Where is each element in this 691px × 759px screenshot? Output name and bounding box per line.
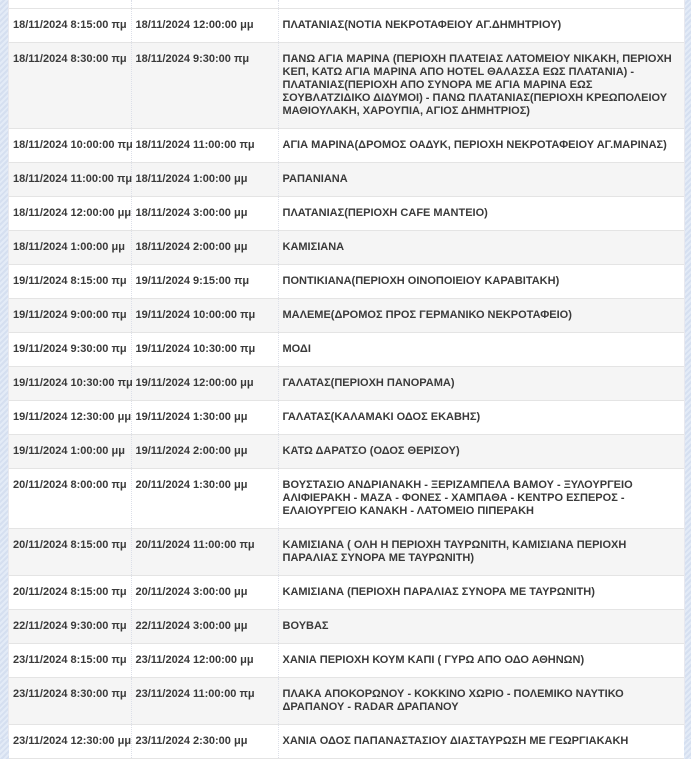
- start-time-cell: 23/11/2024 12:30:00 μμ: [9, 725, 131, 759]
- start-time-cell: 19/11/2024 9:30:00 πμ: [9, 333, 131, 367]
- start-time-cell: 19/11/2024 8:15:00 πμ: [9, 265, 131, 299]
- table-row: [9, 529, 684, 576]
- end-time-cell: 18/11/2024 11:00:00 πμ: [131, 129, 278, 163]
- start-time-cell: 18/11/2024 8:15:00 πμ: [9, 9, 131, 43]
- end-time-cell: 18/11/2024 2:00:00 μμ: [131, 231, 278, 265]
- location-cell: ΠΟΝΤΙΚΙΑΝΑ(ΠΕΡΙΟΧΗ ΟΙΝΟΠΟΙΕΙΟΥ ΚΑΡΑΒΙΤΑΚΗ): [278, 265, 684, 299]
- table-row: [9, 163, 684, 197]
- end-time-cell: 19/11/2024 9:15:00 πμ: [131, 265, 278, 299]
- start-time-cell: 18/11/2024 11:00:00 πμ: [9, 163, 131, 197]
- table-row: [9, 401, 684, 435]
- start-time-cell: 19/11/2024 10:30:00 πμ: [9, 367, 131, 401]
- start-time-cell: 20/11/2024 8:15:00 πμ: [9, 576, 131, 610]
- end-time-cell: 20/11/2024 3:00:00 μμ: [131, 576, 278, 610]
- location-cell: ΚΑΜΙΣΙΑΝΑ (ΠΕΡΙΟΧΗ ΠΑΡΑΛΙΑΣ ΣΥΝΟΡΑ ΜΕ ΤΑΥΡΩΝΙΤΗ): [278, 576, 684, 610]
- end-time-cell: [131, 0, 278, 9]
- table-row: [9, 725, 684, 759]
- outage-table-container: [8, 0, 685, 747]
- table-row: [9, 9, 684, 43]
- location-cell: ΠΛΑΚΑ ΑΠΟΚΟΡΩΝΟΥ - ΚΟΚΚΙΝΟ ΧΩΡΙΟ - ΠΟΛΕΜΙΚΟ ΝΑΥΤΙΚΟ ΔΡΑΠΑΝΟΥ - RADAR ΔΡΑΠΑΝΟΥ: [278, 678, 684, 725]
- start-time-cell: 18/11/2024 1:00:00 μμ: [9, 231, 131, 265]
- end-time-cell: 20/11/2024 1:30:00 μμ: [131, 469, 278, 529]
- table-row: [9, 299, 684, 333]
- end-time-cell: 19/11/2024 2:00:00 μμ: [131, 435, 278, 469]
- end-time-cell: 23/11/2024 2:30:00 μμ: [131, 725, 278, 759]
- end-time-cell: 23/11/2024 11:00:00 πμ: [131, 678, 278, 725]
- location-cell: ΠΛΑΤΑΝΙΑΣ(ΝΟΤΙΑ ΝΕΚΡΟΤΑΦΕΙΟΥ ΑΓ.ΔΗΜΗΤΡΙΟΥ): [278, 9, 684, 43]
- start-time-cell: 19/11/2024 1:00:00 μμ: [9, 435, 131, 469]
- location-cell: ΑΓΙΑ ΜΑΡΙΝΑ(ΔΡΟΜΟΣ ΟΑΔΥΚ, ΠΕΡΙΟΧΗ ΝΕΚΡΟΤΑΦΕΙΟΥ ΑΓ.ΜΑΡΙΝΑΣ): [278, 129, 684, 163]
- end-time-cell: 20/11/2024 11:00:00 πμ: [131, 529, 278, 576]
- location-cell: ΧΑΝΙΑ ΠΕΡΙΟΧΗ ΚΟΥΜ ΚΑΠΙ ( ΓΥΡΩ ΑΠΟ ΟΔΟ ΑΘΗΝΩΝ): [278, 644, 684, 678]
- location-cell: ΠΛΑΤΑΝΙΑΣ(ΠΕΡΙΟΧΗ CAFE ΜΑΝΤΕΙΟ): [278, 197, 684, 231]
- location-cell: ΡΑΠΑΝΙΑΝΑ: [278, 163, 684, 197]
- partial-row-cut-at-top: [9, 0, 684, 9]
- location-cell: ΓΑΛΑΤΑΣ(ΠΕΡΙΟΧΗ ΠΑΝΟΡΑΜΑ): [278, 367, 684, 401]
- start-time-cell: 20/11/2024 8:00:00 πμ: [9, 469, 131, 529]
- location-cell: ΒΟΥΒΑΣ: [278, 610, 684, 644]
- table-row: [9, 333, 684, 367]
- location-cell: ΒΟΥΣΤΑΣΙΟ ΑΝΔΡΙΑΝΑΚΗ - ΞΕΡΙΖΑΜΠΕΛΑ ΒΑΜΟΥ - ΞΥΛΟΥΡΓΕΙΟ ΑΛΙΦΙΕΡΑΚΗ - ΜΑΖΑ - ΦΟΝΕΣ - ΧΑΜΠΑΘΑ - ΚΕΝΤΡΟ ΕΣΠΕΡΟΣ - ΕΛΑΙΟΥΡΓΕΙΟ ΚΑΝΑΚΗ - ΛΑΤΟΜΕΙΟ ΠΙΠΕΡΑΚΗ: [278, 469, 684, 529]
- table-row: [9, 231, 684, 265]
- table-row: [9, 610, 684, 644]
- table-row: [9, 265, 684, 299]
- start-time-cell: 18/11/2024 10:00:00 πμ: [9, 129, 131, 163]
- start-time-cell: 19/11/2024 9:00:00 πμ: [9, 299, 131, 333]
- start-time-cell: 22/11/2024 9:30:00 πμ: [9, 610, 131, 644]
- end-time-cell: 19/11/2024 1:30:00 μμ: [131, 401, 278, 435]
- end-time-cell: 23/11/2024 12:00:00 μμ: [131, 644, 278, 678]
- table-row: [9, 43, 684, 129]
- table-row: [9, 576, 684, 610]
- table-row: [9, 469, 684, 529]
- location-cell: ΧΑΝΙΑ ΟΔΟΣ ΠΑΠΑΝΑΣΤΑΣΙΟΥ ΔΙΑΣΤΑΥΡΩΣΗ ΜΕ ΓΕΩΡΓΙΑΚΑΚΗ: [278, 725, 684, 759]
- table-row: [9, 197, 684, 231]
- end-time-cell: 18/11/2024 3:00:00 μμ: [131, 197, 278, 231]
- end-time-cell: 18/11/2024 9:30:00 πμ: [131, 43, 278, 129]
- location-cell: ΚΑΤΩ ΔΑΡΑΤΣΟ (ΟΔΟΣ ΘΕΡΙΣΟΥ): [278, 435, 684, 469]
- end-time-cell: 18/11/2024 12:00:00 μμ: [131, 9, 278, 43]
- end-time-cell: 18/11/2024 1:00:00 μμ: [131, 163, 278, 197]
- table-row: [9, 367, 684, 401]
- outage-table-body: [9, 0, 684, 759]
- start-time-cell: [9, 0, 131, 9]
- table-row: [9, 435, 684, 469]
- end-time-cell: 19/11/2024 12:00:00 μμ: [131, 367, 278, 401]
- location-cell: ΜΟΔΙ: [278, 333, 684, 367]
- location-cell: ΓΑΛΑΤΑΣ(ΚΑΛΑΜΑΚΙ ΟΔΟΣ ΕΚΑΒΗΣ): [278, 401, 684, 435]
- location-cell: ΚΑΜΙΣΙΑΝΑ ( ΟΛΗ Η ΠΕΡΙΟΧΗ ΤΑΥΡΩΝΙΤΗ, ΚΑΜΙΣΙΑΝΑ ΠΕΡΙΟΧΗ ΠΑΡΑΛΙΑΣ ΣΥΝΟΡΑ ΜΕ ΤΑΥΡΩΝΙΤΗ): [278, 529, 684, 576]
- start-time-cell: 20/11/2024 8:15:00 πμ: [9, 529, 131, 576]
- outage-table: [9, 0, 684, 759]
- end-time-cell: 19/11/2024 10:00:00 πμ: [131, 299, 278, 333]
- location-cell: ΚΑΜΙΣΙΑΝΑ: [278, 231, 684, 265]
- location-cell: ΜΑΛΕΜΕ(ΔΡΟΜΟΣ ΠΡΟΣ ΓΕΡΜΑΝΙΚΟ ΝΕΚΡΟΤΑΦΕΙΟ): [278, 299, 684, 333]
- start-time-cell: 18/11/2024 12:00:00 μμ: [9, 197, 131, 231]
- end-time-cell: 22/11/2024 3:00:00 μμ: [131, 610, 278, 644]
- start-time-cell: 23/11/2024 8:15:00 πμ: [9, 644, 131, 678]
- table-row: [9, 678, 684, 725]
- end-time-cell: 19/11/2024 10:30:00 πμ: [131, 333, 278, 367]
- location-cell: [278, 0, 684, 9]
- location-cell: ΠΑΝΩ ΑΓΙΑ ΜΑΡΙΝΑ (ΠΕΡΙΟΧΗ ΠΛΑΤΕΙΑΣ ΛΑΤΟΜΕΙΟΥ ΝΙΚΑΚΗ, ΠΕΡΙΟΧΗ ΚΕΠ, ΚΑΤΩ ΑΓΙΑ ΜΑΡΙΝΑ ΑΠΟ HOTEL ΘΑΛΑΣΣΑ ΕΩΣ ΠΛΑΤΑΝΙΑ) - ΠΛΑΤΑΝΙΑΣ(ΠΕΡΙΟΧΗ ΑΠΟ ΣΥΝΟΡΑ ΜΕ ΑΓΙΑ ΜΑΡΙΝΑ ΕΩΣ ΣΟΥΒΛΑΤΖΙΔΙΚΟ ΔΙΔΥΜΟΙ) - ΠΑΝΩ ΠΛΑΤΑΝΙΑΣ(ΠΕΡΙΟΧΗ ΚΡΕΩΠΟΛΕΙΟΥ ΜΑΘΙΟΥΛΑΚΗ, ΧΑΡΟΥΠΙΑ, ΑΓΙΟΣ ΔΗΜΗΤΡΙΟΣ): [278, 43, 684, 129]
- start-time-cell: 23/11/2024 8:30:00 πμ: [9, 678, 131, 725]
- table-row: [9, 644, 684, 678]
- start-time-cell: 18/11/2024 8:30:00 πμ: [9, 43, 131, 129]
- table-row: [9, 129, 684, 163]
- start-time-cell: 19/11/2024 12:30:00 μμ: [9, 401, 131, 435]
